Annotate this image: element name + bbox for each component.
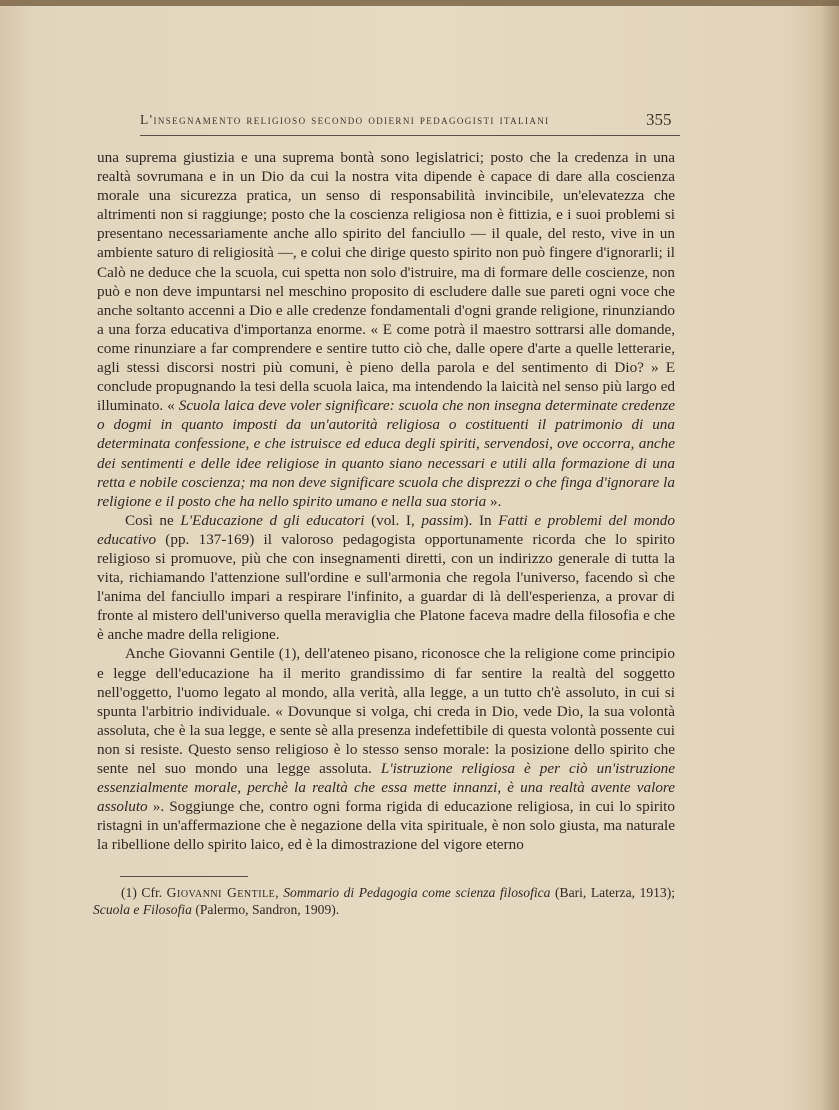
- body-text: [97, 148, 675, 854]
- text-run: ». Soggiunge che, contro ogni forma rigida di educazione religiosa, in cui lo spirito ristagni in un'affermazione che è negazione della vita spirituale, è non solo giusta, ma naturale la ribellione dello spirito laico, ed è la dimostrazione del vigore eterno: [97, 798, 675, 854]
- footnote: [93, 884, 675, 918]
- text-run: Anche Giovanni Gentile (1), dell'ateneo pisano, riconosce che la religione come principio e legge dell'educazione ha il merito grandissimo di far sentire la realtà del soggetto nell'oggetto, l'uomo legato al mondo, alla verità, alla legge, a un tutto ch'è assoluto, in cui si spunta l'arbitrio individuale. « Dovunque si volga, chi creda in Dio, vede Dio, la sua volontà assoluta, che è la sua legge, e sente sè alla presenza indefettibile di questa volontà possente cui non si resiste. Questo senso religioso è lo stesso senso morale: la posizione dello spirito che sente nel suo mondo una legge assoluta.: [97, 645, 675, 777]
- header-rule: [140, 135, 680, 136]
- text-run: ,: [275, 885, 284, 900]
- paragraph: [97, 148, 675, 511]
- italic-text: Sommario di Pedagogia come scienza filosofica: [283, 885, 551, 900]
- text-run: una suprema giustizia e una suprema bontà sono legislatrici; posto che la credenza in una realtà sovrumana e in un Dio da cui la nostra vita dipende è capace di dare alla coscienza morale una sicurezza pratica, un senso di responsabilità invincibile, un'elevatezza che altrimenti non si raggiunge; posto che la coscienza religiosa non è fittizia, e i suoi problemi si presentano necessariamente anche allo spirito del fanciullo — il quale, del resto, vive in un ambiente saturo di religiosità —, e colui che dirige questo spirito non può fingere d'ignorarli; il Calò ne deduce che la scuola, cui spetta non solo d'istruire, ma di formare delle coscienze, non può e non deve impuntarsi nel meschino proposito di escludere dalle sue pareti ogni voce che anche soltanto accenni a Dio e alle credenze fondamentali d'ogni grande religione, rinunziando a una forza educativa d'importanza enorme. « E come potrà il maestro sottrarsi alle domande, come rinunziare a far comprendere e sentire tutto ciò che, dalle opere d'arte a quelle letterarie, agli stessi discorsi nostri più comuni, è pieno della parola e del sentimento di Dio? » E conclude propugnando la tesi della scuola laica, ma intendendo la laicità nel senso più largo ed illuminato. «: [97, 149, 675, 415]
- text-run: (Bari, Laterza, 1913);: [550, 885, 676, 900]
- running-title: L'insegnamento religioso secondo odierni pedagogisti italiani: [140, 112, 550, 127]
- italic-text: L'Educazione d gli educatori: [180, 511, 365, 529]
- italic-text: Fatti e problemi del mondo educativo: [97, 511, 675, 548]
- italic-text: Scuola e Filosofia: [93, 902, 192, 917]
- italic-text: passim: [421, 511, 464, 529]
- paragraph: [97, 644, 675, 854]
- page-right-edge-shadow: [821, 0, 839, 1110]
- small-caps-text: Giovanni Gentile: [166, 885, 276, 900]
- footnote-rule: [120, 876, 248, 877]
- text-run: ). In: [463, 511, 499, 529]
- page-top-edge: [0, 0, 839, 6]
- text-run: (Palermo, Sandron, 1909).: [191, 902, 340, 917]
- text-run: ».: [486, 492, 502, 510]
- text-run: (pp. 137-169) il valoroso pedagogista opportunamente ricorda che lo spirito religioso si promuove, più che con insegnamenti diretti, con un indirizzo generale di tutta la vita, richiamando l'attenzione sull'ordine e sull'armonia che regola l'universo, facendo sì che l'anima del fanciullo impari a respirare l'infinito, a guardar di là dell'esperienza, a provar di fronte al mistero dell'universo quella meraviglia che Platone faceva madre della filosofia e che è anche madre della religione.: [97, 530, 675, 644]
- paragraph: [97, 511, 675, 645]
- text-run: (vol. I,: [364, 511, 422, 529]
- italic-text: L'istruzione religiosa è per ciò un'istruzione essenzialmente morale, perchè la realtà che essa mette innanzi, è una realtà avente valore assoluto: [97, 760, 676, 816]
- page-number: 355: [646, 110, 672, 129]
- italic-text: Scuola laica deve voler significare: scuola che non insegna determinate credenze o dogmi in quanto imposti da un'autorità religiosa o costituenti il patrimonio di una determinata confessione, e che istruisce ed educa degli spiriti, servendosi, ove occorra, anche dei sentimenti e delle idee religiose in quanto siano necessari e utili alla formazione di una retta e nobile coscienza; ma non deve significare scuola che disprezzi o che finga d'ignorare la religione e il posto che ha nello spirito umano e nella sua storia: [97, 397, 676, 510]
- text-run: (1) Cfr.: [121, 885, 167, 900]
- text-run: Così ne: [125, 511, 181, 529]
